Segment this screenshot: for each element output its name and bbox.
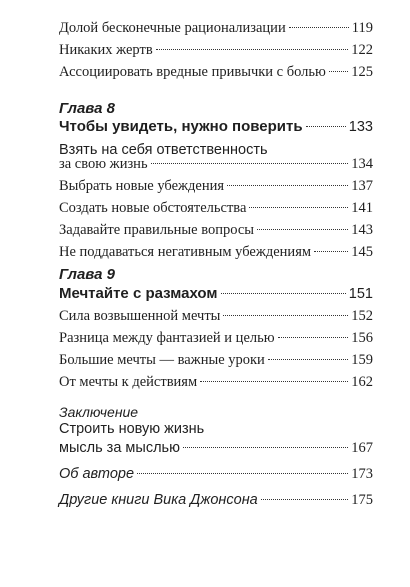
chapter-title: Мечтайте с размахом <box>59 285 218 302</box>
toc-entry-title-line2: за свою жизнь <box>59 156 148 172</box>
toc-entry <box>59 440 373 457</box>
toc-entry-page: 159 <box>351 352 373 368</box>
toc-entry-page: 134 <box>351 156 373 172</box>
toc-entry-page: 152 <box>351 308 373 324</box>
dot-leader <box>156 49 349 50</box>
toc-entry-page: 143 <box>351 222 373 238</box>
chapter-title: Чтобы увидеть, нужно поверить <box>59 118 303 135</box>
toc-entry-page: 162 <box>351 374 373 390</box>
dot-leader <box>249 207 348 208</box>
toc-entry-title: Создать новые обстоятельства <box>59 200 247 216</box>
toc-entry-title: Долой бесконечные рационализации <box>59 20 286 36</box>
dot-leader <box>221 293 346 294</box>
dot-leader <box>223 315 348 316</box>
dot-leader <box>329 71 348 72</box>
toc-entry-title: Другие книги Вика Джонсона <box>59 492 258 508</box>
toc-entry <box>59 222 373 239</box>
chapter-title-entry <box>59 118 373 135</box>
toc-entry-page: 133 <box>348 119 373 135</box>
toc-entry <box>59 178 373 195</box>
toc-entry <box>59 308 373 325</box>
dot-leader <box>183 447 348 448</box>
dot-leader <box>227 185 348 186</box>
toc-entry <box>59 352 373 369</box>
dot-leader <box>306 126 346 127</box>
toc-entry <box>59 492 373 509</box>
toc-entry-title: Задавайте правильные вопросы <box>59 222 255 238</box>
conclusion-label: Заключение <box>59 404 139 420</box>
toc-entry-title: Большие мечты — важные уроки <box>59 352 265 368</box>
dot-leader <box>151 163 349 164</box>
conclusion-title-line2: мысль за мыслью <box>59 440 180 456</box>
chapter-label: Глава 9 <box>59 266 116 283</box>
dot-leader <box>257 229 348 230</box>
toc-entry-title: Сила возвышенной мечты <box>59 308 221 324</box>
toc-entry <box>59 20 373 37</box>
chapter-title-entry <box>59 285 373 302</box>
toc-entry-page: 173 <box>351 466 373 482</box>
toc-entry-page: 156 <box>351 330 373 346</box>
toc-entry-page: 167 <box>351 440 373 456</box>
toc-entry-title: Разница между фантазией и целью <box>59 330 275 346</box>
toc-entry-page: 122 <box>351 42 373 58</box>
dot-leader <box>268 359 348 360</box>
toc-entry <box>59 244 373 261</box>
toc-entry-title: Выбрать новые убеждения <box>59 178 225 194</box>
toc-entry-page: 145 <box>351 244 373 260</box>
toc-entry <box>59 330 373 347</box>
toc-entry-title: От мечты к действиям <box>59 374 198 390</box>
toc-entry-title-line1: Взять на себя ответственность <box>59 142 268 158</box>
conclusion-title-line1: Строить новую жизнь <box>59 421 205 437</box>
toc-entry-page: 119 <box>351 20 373 36</box>
toc-entry-title: Ассоциировать вредные привычки с болью <box>59 64 326 80</box>
dot-leader <box>261 499 349 500</box>
toc-entry <box>59 374 373 391</box>
dot-leader <box>289 27 349 28</box>
toc-entry <box>59 466 373 483</box>
toc-entry-title: Об авторе <box>59 466 135 482</box>
toc-entry <box>59 42 373 59</box>
toc-entry <box>59 64 373 81</box>
toc-entry-page: 125 <box>351 64 373 80</box>
toc-entry <box>59 200 373 217</box>
dot-leader <box>278 337 349 338</box>
toc-entry-page: 137 <box>351 178 373 194</box>
dot-leader <box>200 381 348 382</box>
toc-entry-title: Не поддаваться негативным убеждениям <box>59 244 312 260</box>
toc-entry-page: 175 <box>351 492 373 508</box>
toc-entry-page: 151 <box>348 286 373 302</box>
toc-entry-page: 141 <box>351 200 373 216</box>
dot-leader <box>137 473 348 474</box>
toc-entry-title: Никаких жертв <box>59 42 153 58</box>
toc-entry <box>59 156 373 173</box>
chapter-label: Глава 8 <box>59 100 116 117</box>
dot-leader <box>314 251 348 252</box>
